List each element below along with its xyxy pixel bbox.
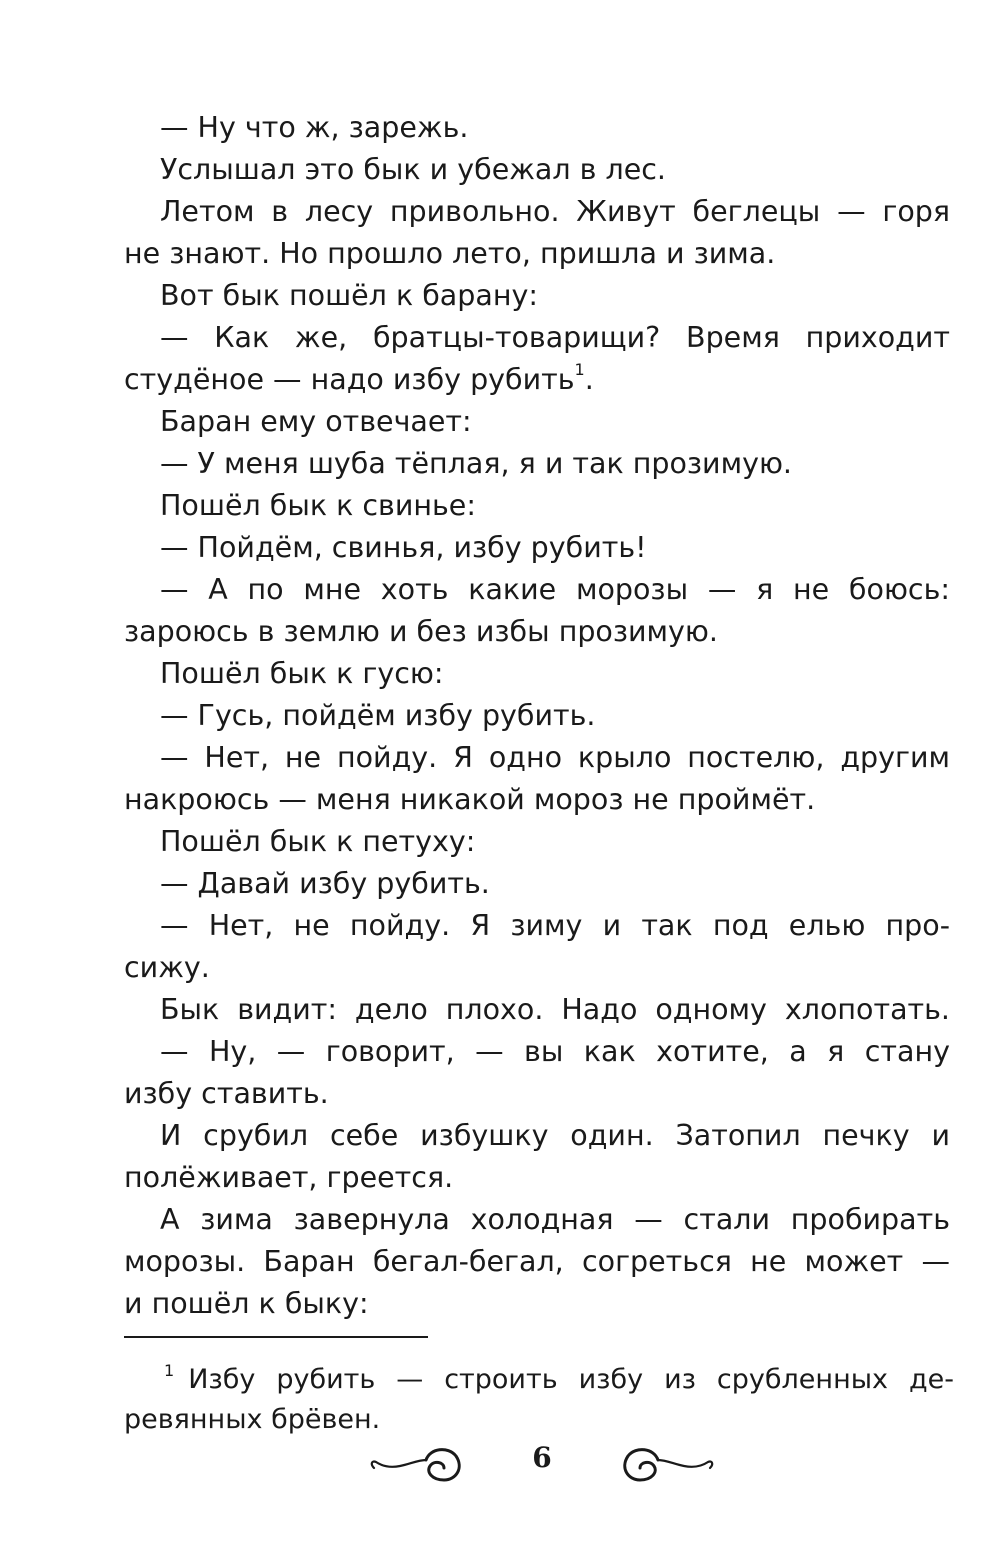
text-line: — Пойдём, свинья, избу рубить! <box>160 531 647 564</box>
text-line: не знают. Но прошло лето, пришла и зима. <box>124 237 776 270</box>
footnote-divider <box>124 1336 428 1338</box>
text-line: полёживает, греется. <box>124 1161 454 1194</box>
text-line: — Ну, — говорит, — вы как хотите, а я стану <box>160 1035 950 1068</box>
footnote-line <box>164 1360 954 1400</box>
text-line: избу ставить. <box>124 1077 329 1110</box>
footnote-line: ревянных брёвен. <box>124 1404 381 1435</box>
text-line: И срубил себе избушку один. Затопил печку и <box>160 1119 950 1152</box>
text-line-with-footnote <box>124 360 950 400</box>
text-line: — А по мне хоть какие морозы — я не боюсь: <box>160 573 950 606</box>
scroll-ornament-left-icon <box>368 1436 468 1486</box>
text-line: зароюсь в землю и без избы прозимую. <box>124 615 718 648</box>
text-line: Вот бык пошёл к барану: <box>160 279 538 312</box>
text-line: — Гусь, пойдём избу рубить. <box>160 699 596 732</box>
scroll-ornament-right-icon <box>616 1436 716 1486</box>
line-period: . <box>584 363 594 396</box>
text-line: и пошёл к быку: <box>124 1287 369 1320</box>
footnote-text: Избу рубить — строить избу из срубленных де- <box>188 1364 954 1395</box>
text-line: Летом в лесу привольно. Живут беглецы — горя <box>160 195 950 228</box>
text-line: — Нет, не пойду. Я зиму и так под елью про- <box>160 909 950 942</box>
text-line: Пошёл бык к гусю: <box>160 657 444 690</box>
text-line: Баран ему отвечает: <box>160 405 472 438</box>
text-line: морозы. Баран бегал-бегал, согреться не может — <box>124 1245 950 1278</box>
text-line: Бык видит: дело плохо. Надо одному хлопотать. <box>160 993 950 1026</box>
page-number: 6 <box>532 1441 552 1474</box>
text-line: — Ну что ж, зарежь. <box>160 111 469 144</box>
text-line: — Как же, братцы-товарищи? Время приходит <box>160 321 950 354</box>
text-line: А зима завернула холодная — стали пробирать <box>160 1203 950 1236</box>
text-line: студёное — надо избу рубить <box>124 363 575 396</box>
text-line: Пошёл бык к свинье: <box>160 489 476 522</box>
text-line: — Нет, не пойду. Я одно крыло постелю, другим <box>160 741 950 774</box>
text-line: Услышал это бык и убежал в лес. <box>160 153 666 186</box>
footnote-reference: 1 <box>574 360 585 379</box>
text-line: Пошёл бык к петуху: <box>160 825 476 858</box>
text-line: — У меня шуба тёплая, я и так прозимую. <box>160 447 792 480</box>
text-line: — Давай избу рубить. <box>160 867 490 900</box>
footnote-marker: 1 <box>164 1361 175 1380</box>
text-line: сижу. <box>124 951 210 984</box>
text-line: накроюсь — меня никакой мороз не проймёт. <box>124 783 816 816</box>
